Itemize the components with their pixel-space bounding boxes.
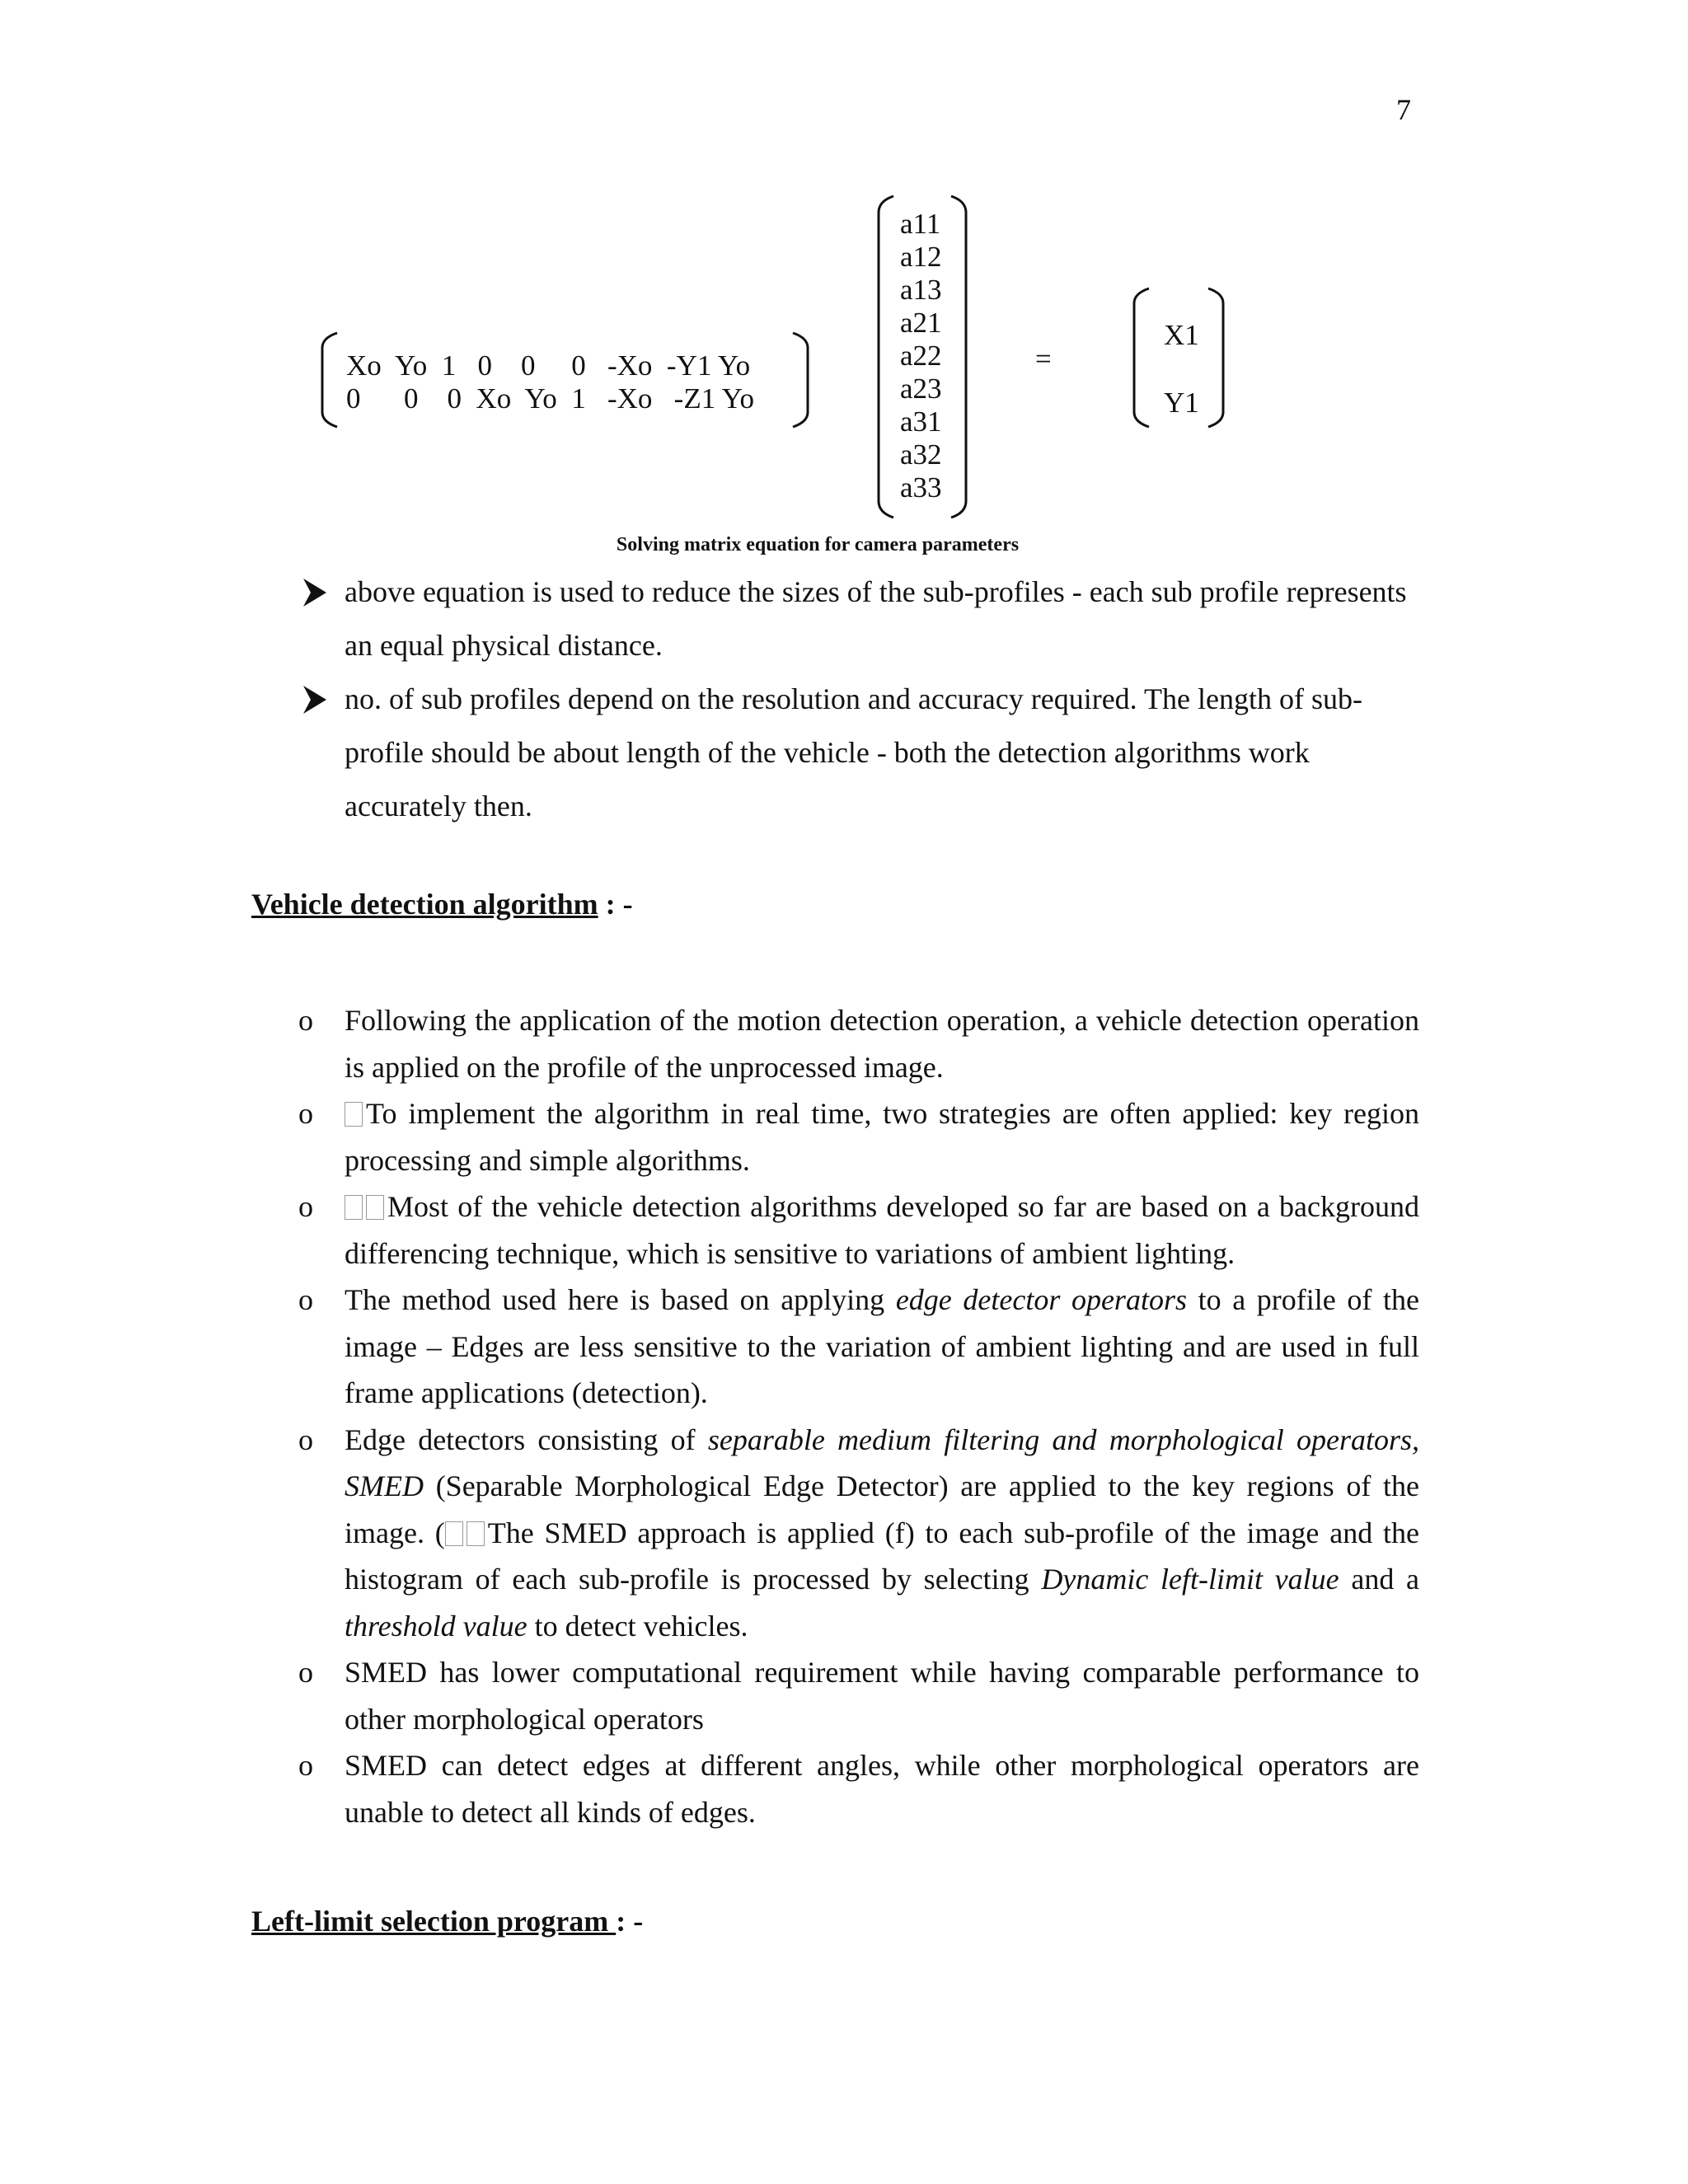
param-a12: a12 <box>900 241 942 273</box>
list-item-text: to detect vehicles. <box>527 1609 748 1643</box>
param-vector <box>900 208 942 504</box>
circle-bullet-icon: o <box>298 1422 313 1456</box>
param-vector-open-paren <box>874 194 898 521</box>
circle-bullet-icon: o <box>298 1283 313 1316</box>
result-y1: Y1 <box>1164 387 1199 419</box>
emphasis-text: separable medium filtering and morphological operators, SMED <box>345 1422 1419 1502</box>
result-vector-close-paren <box>1205 287 1230 430</box>
list-item-text: To implement the algorithm in real time, two strategies are often applied: key region processing and simple algorithms. <box>345 1097 1419 1177</box>
list-item <box>298 1649 1419 1742</box>
section-heading-title: Vehicle detection algorithm <box>251 888 598 921</box>
section-heading-left-limit <box>251 1904 643 1938</box>
arrow-bullet-item <box>298 673 1436 833</box>
left-matrix <box>346 349 754 415</box>
missing-glyph-icon <box>345 1195 363 1220</box>
result-vector-open-paren <box>1129 287 1154 430</box>
list-item-text: (Separable Morphological Edge Detector) are applied to the key regions of the image. ( <box>345 1469 1419 1549</box>
param-a13: a13 <box>900 274 942 306</box>
page-number: 7 <box>1396 93 1411 126</box>
missing-glyph-icon <box>467 1521 485 1546</box>
circle-bullet-icon: o <box>298 1749 313 1782</box>
arrow-bullet-list <box>298 565 1436 833</box>
arrowhead-bullet-icon <box>298 686 331 714</box>
list-item-text: Following the application of the motion detection operation, a vehicle detection operation is applied on the profile of the unprocessed image. <box>345 1004 1419 1084</box>
param-a21: a21 <box>900 307 942 339</box>
result-vector <box>1164 302 1199 437</box>
list-item <box>298 1417 1419 1650</box>
section-heading-suffix: : - <box>616 1905 644 1938</box>
list-item <box>298 1183 1419 1277</box>
list-item <box>298 1742 1419 1835</box>
missing-glyph-icon <box>345 1102 363 1127</box>
left-matrix-close-paren <box>790 331 814 430</box>
list-item-text: The SMED approach is applied (f) to each sub-profile of the image and the histogram of each sub-profile is processed by selecting <box>345 1516 1419 1596</box>
list-item-text: to a profile of the image – Edges are less sensitive to the variation of ambient lighting and are used in full frame applications (detection). <box>345 1283 1419 1409</box>
result-x1: X1 <box>1164 319 1199 351</box>
circle-bullet-icon: o <box>298 1656 313 1689</box>
section-heading-suffix: : - <box>598 888 633 921</box>
missing-glyph-icon <box>366 1195 384 1220</box>
list-item-text: The method used here is based on applying <box>345 1283 896 1316</box>
section-heading-vehicle-detection <box>251 887 633 921</box>
list-item <box>298 1277 1419 1417</box>
list-item-text: Edge detectors consisting of <box>345 1422 708 1456</box>
equation-caption-text: Solving matrix equation for camera parameters <box>616 534 1020 555</box>
param-a33: a33 <box>900 471 942 504</box>
section-heading-title: Left-limit selection program <box>251 1905 617 1938</box>
list-item-text: SMED can detect edges at different angles, while other morphological operators are unable to detect all kinds of edges. <box>345 1749 1419 1829</box>
arrowhead-bullet-icon <box>298 579 331 607</box>
param-a31: a31 <box>900 405 942 438</box>
equals-sign: = <box>1035 343 1052 375</box>
param-a32: a32 <box>900 438 942 471</box>
circle-bullet-list <box>298 997 1419 1835</box>
list-item-text: SMED has lower computational requirement while having comparable performance to other morphological operators <box>345 1656 1419 1736</box>
circle-bullet-icon: o <box>298 1004 313 1037</box>
arrow-bullet-item <box>298 565 1436 673</box>
list-item-text: and a <box>1339 1563 1419 1596</box>
left-matrix-row-1: Xo Yo 1 0 0 0 -Xo -Y1 Yo <box>346 349 751 382</box>
equation-caption <box>0 534 1688 556</box>
left-matrix-open-paren <box>317 331 342 430</box>
missing-glyph-icon <box>445 1521 463 1546</box>
list-item-text: Most of the vehicle detection algorithms developed so far are based on a background differencing technique, which is sensitive to variations of ambient lighting. <box>345 1190 1419 1270</box>
param-a22: a22 <box>900 340 942 372</box>
arrow-bullet-text: above equation is used to reduce the sizes of the sub-profiles - each sub profile represents an equal physical distance. <box>345 575 1407 662</box>
emphasis-text: Dynamic left-limit value <box>1041 1563 1339 1596</box>
list-item <box>298 997 1419 1090</box>
left-matrix-row-2: 0 0 0 Xo Yo 1 -Xo -Z1 Yo <box>346 382 754 415</box>
list-item <box>298 1090 1419 1183</box>
circle-bullet-icon: o <box>298 1097 313 1130</box>
emphasis-text: edge detector operators <box>895 1283 1187 1316</box>
param-a23: a23 <box>900 373 942 405</box>
arrow-bullet-text: no. of sub profiles depend on the resolution and accuracy required. The length of sub-profile should be about length of the vehicle - both the detection algorithms work accurately then. <box>345 682 1362 823</box>
param-vector-close-paren <box>948 194 973 521</box>
param-a11: a11 <box>900 208 941 240</box>
circle-bullet-icon: o <box>298 1190 313 1223</box>
emphasis-text: threshold value <box>345 1609 528 1643</box>
